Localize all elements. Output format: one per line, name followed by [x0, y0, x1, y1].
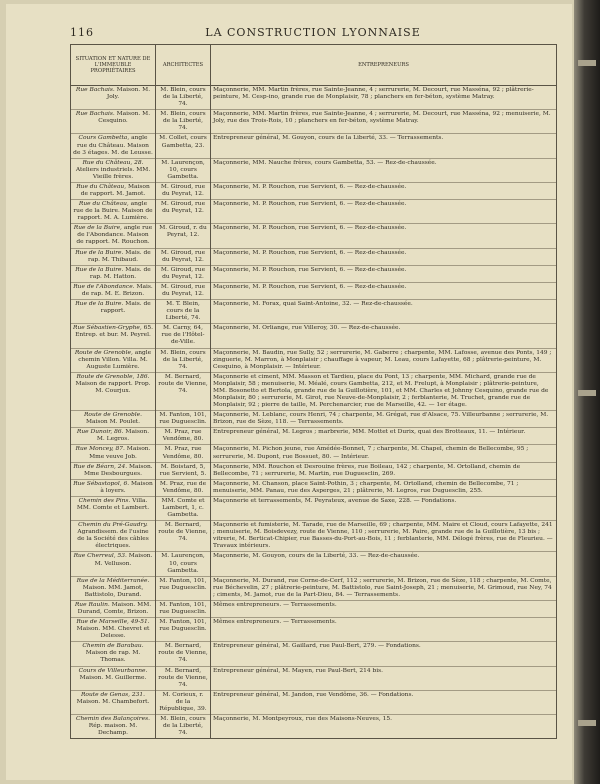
street-name: Route de Grenoble.	[84, 412, 142, 419]
table-row	[71, 618, 557, 642]
cell-architect: M. Laurençon, 10, cours Gambetta.	[156, 158, 211, 182]
table-row	[71, 265, 557, 282]
building-description: Maison. M. Guillerme.	[79, 674, 147, 681]
table-row	[71, 134, 557, 158]
street-name: Rue du Château,	[78, 201, 129, 208]
cell-situation	[71, 521, 156, 552]
cell-architect: M. Blein, cours de la Liberté, 74.	[156, 110, 211, 134]
column-header-entrepreneurs: ENTREPRENEURS	[211, 45, 557, 86]
street-name: Rue Raulin.	[74, 601, 110, 608]
building-description: Maison. M. Joly.	[106, 87, 151, 101]
building-description: angle chemin Villon. Villa. M. Auguste Lumière.	[78, 349, 152, 370]
street-name: Rue de la Méditerranée.	[76, 577, 150, 584]
construction-table	[70, 44, 557, 739]
cell-architect: M. Boistard, 5, rue Servient, 5.	[156, 462, 211, 479]
street-name: Route de Grenoble,	[74, 349, 133, 356]
cell-situation	[71, 600, 156, 617]
building-description: Maison. Mme Desbourgues.	[83, 463, 153, 477]
street-name: Rue du Château,	[76, 183, 127, 190]
cell-situation	[71, 552, 156, 576]
building-description: Rép. maison. M. Dechamp.	[88, 723, 138, 737]
table-row	[71, 428, 557, 445]
cell-entrepreneurs: Entrepreneur général, M. Gaillard, rue Paul-Bert, 279. — Fondations.	[211, 642, 557, 666]
cell-entrepreneurs: Maçonnerie, M. Montpeyroux, rue des Maisons-Neuves, 15.	[211, 715, 557, 739]
cell-situation	[71, 248, 156, 265]
cell-architect: M. Fanton, 101, rue Duguesclin.	[156, 600, 211, 617]
street-name: Rue de l'Abondance.	[73, 283, 135, 290]
cell-entrepreneurs: Maçonnerie, M. Forax, quai Saint-Antoine, 32. — Rez-de-chaussée.	[211, 300, 557, 324]
cell-architect: M. Praz, rue Vendôme, 80.	[156, 445, 211, 462]
cell-entrepreneurs: Maçonnerie, M. P. Rouchon, rue Servient, 6. — Rez-de-chaussée.	[211, 182, 557, 199]
cell-architect: M. Giroud, rue du Peyrat, 12.	[156, 200, 211, 224]
cell-situation	[71, 158, 156, 182]
table-row	[71, 158, 557, 182]
street-name: Chemin du Pré-Gaudry.	[78, 522, 148, 529]
binding-notch	[578, 390, 596, 396]
table-row	[71, 110, 557, 134]
building-description: angle rue de l'Abondance. Maison de rapport. M. Rouchon.	[76, 225, 153, 246]
binding-notch	[578, 60, 596, 66]
table-row	[71, 521, 557, 552]
table-row	[71, 372, 557, 410]
cell-situation	[71, 479, 156, 496]
cell-situation	[71, 372, 156, 410]
table-row	[71, 348, 557, 372]
cell-situation	[71, 428, 156, 445]
street-name: Rue Sébastopol, 6.	[73, 480, 130, 487]
building-description: Mais. de rapport.	[100, 301, 151, 315]
cell-entrepreneurs: Maçonnerie, M. P. Rouchon, rue Servient, 6. — Rez-de-chaussée.	[211, 248, 557, 265]
street-name: Rue de la Buire.	[75, 249, 124, 256]
cell-architect: M. Bernard, route de Vienne, 74.	[156, 521, 211, 552]
building-description: 65. Entrep. et bur. M. Peyrel.	[75, 325, 153, 339]
table-row	[71, 666, 557, 690]
page-header	[70, 26, 556, 42]
page-number: 116	[70, 26, 94, 39]
table-row	[71, 324, 557, 348]
building-description: Maison à loyers.	[100, 480, 153, 494]
column-header-architectes: ARCHITECTES	[156, 45, 211, 86]
building-description: angle rue de la Buire. Maison de rapport. M. A. Lumière.	[73, 201, 153, 222]
table-row	[71, 496, 557, 520]
street-name: Rue de Marseille, 49-51.	[76, 619, 150, 626]
cell-entrepreneurs: Entrepreneur général, M. Jandon, rue Vendôme, 36. — Fondations.	[211, 690, 557, 714]
cell-architect: M. Giroud, rue du Peyrat, 12.	[156, 282, 211, 299]
cell-architect: M. Fanton, 101, rue Duguesclin.	[156, 618, 211, 642]
cell-entrepreneurs: Maçonnerie et fumisterie, M. Tarade, rue de Marseille, 69 ; charpente, MM. Maire et Cloud, cours Lafayette, 241 ; menuiserie, M. Boisdevezy, route de Vienne, 110 ; serrurerie, M. Paire, grande rue de la Guillotière, 13 bis ; vitrerie, M. Berticat-Chipier, rue Basses-du-Port-au-Bois, 11 ; ferblanterie, MM. Délogé frères, rue de Fleurieu. — Travaux intérieurs.	[211, 521, 557, 552]
cell-entrepreneurs: Entrepreneur général, M. Gouyon, cours de la Liberté, 33. — Terrassements.	[211, 134, 557, 158]
cell-entrepreneurs: Entrepreneur général, M. Mayen, rue Paul-Bert, 214 bis.	[211, 666, 557, 690]
table-row	[71, 600, 557, 617]
cell-situation	[71, 348, 156, 372]
building-description: Maison de rapport. M. Jamot.	[80, 183, 150, 198]
street-name: Rue Moncey, 87.	[75, 446, 125, 453]
cell-entrepreneurs: Maçonnerie, M. Pichon jeune, rue Amédée-Bonnet, 7 ; charpente, M. Chapel, chemin de Bellecombe, 95 ; serrurerie, M. Dupont, rue Bossuet, 80. — Intérieur.	[211, 445, 557, 462]
street-name: Rue Bachais.	[75, 111, 115, 118]
street-name: Rue Cherreul, 53.	[73, 553, 127, 560]
table-row	[71, 479, 557, 496]
cell-situation	[71, 282, 156, 299]
cell-entrepreneurs: Maçonnerie, M. Baudin, rue Sully, 52 ; serrurerie, M. Gaberre ; charpente, MM. Lafosse, avenue des Ponts, 149 ; zinguerie, M. Marron, à Monplaisir ; chauffage à vapeur, M. Leau, cours Lafayette, 68 ; plâtrerie-peinture, M. Cesquino, à Monplaisir. — Intérieur.	[211, 348, 557, 372]
book-binding-edge	[574, 0, 600, 784]
building-description: Maison. MM. Chevret et Delesse.	[76, 626, 150, 640]
cell-entrepreneurs: Maçonnerie, MM. Martin frères, rue Sainte-Jeanne, 4 ; serrurerie, M. Decourt, rue Masséna, 92 ; menuiserie, M. Joly, rue des Trois-Rois, 10 ; planchers en fer-béton, système Matray.	[211, 110, 557, 134]
cell-situation	[71, 715, 156, 739]
cell-architect: M. Corieux, r. de la République, 39.	[156, 690, 211, 714]
cell-entrepreneurs: Maçonnerie, MM. Martin frères, rue Sainte-Jeanne, 4 ; serrurerie, M. Decourt, rue Masséna, 92 ; plâtrerie-peinture, M. Cesp-ino, grande rue de Monplaisir, 78 ; planchers en fer-béton, système Matray.	[211, 86, 557, 110]
cell-architect: M. Collet, cours Gambetta, 23.	[156, 134, 211, 158]
cell-situation	[71, 86, 156, 110]
cell-situation	[71, 265, 156, 282]
street-name: Cours Gambetta,	[78, 135, 130, 142]
cell-architect: M. Carny, 64, rue de l'Hôtel-de-Ville.	[156, 324, 211, 348]
building-description: Mais. de rap. M. Thibaud.	[88, 249, 151, 263]
cell-entrepreneurs: Mêmes entrepreneurs. — Terrassements.	[211, 600, 557, 617]
building-description: Maison. M. Cesquino.	[98, 111, 151, 125]
cell-situation	[71, 496, 156, 520]
cell-architect: M. Praz, rue de Vendôme, 80.	[156, 479, 211, 496]
building-description: Maison. M. Chambefort.	[76, 698, 150, 705]
cell-entrepreneurs: Maçonnerie, M. Durand, rue Corne-de-Cerf, 112 ; serrurerie, M. Brizon, rue de Sèze, 118 ; charpente, M. Comte, rue Béchevelin, 27 ; plâtrerie-peinture, M. Battistolo, rue Saint-Joseph, 21 ; menuiserie, M. Grimoud, rue Ney, 74 ; ciments, M. Jamot, rue de la Part-Dieu, 84. — Terrassements.	[211, 576, 557, 600]
cell-architect: M. Bernard, route de Vienne, 74.	[156, 642, 211, 666]
street-name: Cours de Villeurbanne.	[78, 667, 148, 674]
cell-architect: M. Fanton, 101, rue Duguesclin.	[156, 576, 211, 600]
table-header-row	[71, 45, 557, 86]
cell-situation	[71, 642, 156, 666]
cell-entrepreneurs: Maçonnerie, M. P. Rouchon, rue Servient, 6. — Rez-de-chaussée.	[211, 282, 557, 299]
cell-entrepreneurs: Maçonnerie, M. Orliange, rue Villeroy, 30. — Rez-de-chaussée.	[211, 324, 557, 348]
table-row	[71, 224, 557, 248]
table-row	[71, 86, 557, 110]
cell-architect: MM. Comte et Lambert, 1, c. Gambetta.	[156, 496, 211, 520]
table-row	[71, 248, 557, 265]
building-description: Maison. M. Velluson.	[94, 553, 153, 567]
building-description: Maison. MM. Durand, Comte, Brizon.	[77, 601, 152, 615]
street-name: Rue Bachais.	[75, 87, 115, 93]
cell-situation	[71, 462, 156, 479]
cell-situation	[71, 200, 156, 224]
table-row	[71, 576, 557, 600]
cell-entrepreneurs: Maçonnerie, M. Leblanc, cours Henri, 74 ; charpente, M. Grégat, rue d'Alsace, 75. Villeurbanne ; serrurerie, M. Brizon, rue de Sèze, 118. — Terrassements.	[211, 411, 557, 428]
table-body	[71, 86, 557, 739]
cell-architect: M. Praz, rue Vendôme, 80.	[156, 428, 211, 445]
street-name: Rue de la Buire.	[75, 266, 124, 273]
building-description: Maison de rap. M. Thomas.	[85, 650, 141, 664]
cell-situation	[71, 110, 156, 134]
cell-architect: M. Giroud, rue du Peyrat, 12.	[156, 182, 211, 199]
building-description: Villa. MM. Comte et Lambert.	[76, 497, 150, 511]
cell-entrepreneurs: Maçonnerie, M. P. Rouchon, rue Servient, 6. — Rez-de-chaussée.	[211, 200, 557, 224]
building-description: Agrandissem. de l'usine de la Société des câbles électriques.	[77, 529, 149, 550]
cell-architect: M. Giroud, rue du Peyrat, 12.	[156, 248, 211, 265]
table-row	[71, 200, 557, 224]
cell-situation	[71, 300, 156, 324]
building-description: Maison. MM. Jamot, Battistolo, Durand.	[82, 584, 144, 598]
cell-architect: M. Blein, cours de la Liberté, 74.	[156, 86, 211, 110]
building-description: angle rue du Château. Maison de 3 étages. M. de Leusse.	[73, 135, 153, 156]
table-row	[71, 462, 557, 479]
cell-situation	[71, 618, 156, 642]
street-name: Route de Genas, 231.	[80, 691, 145, 698]
cell-architect: M. Giroud, rue du Peyrat, 12.	[156, 265, 211, 282]
cell-situation	[71, 411, 156, 428]
cell-architect: M. Blein, cours de la Liberté, 74.	[156, 715, 211, 739]
street-name: Chemin des Balançoires.	[75, 716, 151, 723]
table-row	[71, 411, 557, 428]
table-row	[71, 300, 557, 324]
building-description: Maison. M. Legros.	[96, 429, 150, 443]
building-description: Maison M. Poulet.	[85, 419, 141, 426]
cell-situation	[71, 224, 156, 248]
building-description: Maison. Mme veuve Job.	[89, 446, 151, 460]
table-row	[71, 282, 557, 299]
cell-situation	[71, 445, 156, 462]
cell-architect: M. Bernard, route de Vienne, 74.	[156, 372, 211, 410]
cell-entrepreneurs: Mêmes entrepreneurs. — Terrassements.	[211, 618, 557, 642]
cell-situation	[71, 576, 156, 600]
cell-entrepreneurs: Maçonnerie, M. Chanson, place Saint-Pothin, 3 ; charpente, M. Ortolland, chemin de Bellecombe, 71 ; menuiserie, MM. Panau, rue des Asperges, 21 ; plâtrerie, M. Legros, rue Duguesclin, 255.	[211, 479, 557, 496]
cell-architect: M. Laurençon, 10, cours Gambetta.	[156, 552, 211, 576]
cell-situation	[71, 690, 156, 714]
cell-situation	[71, 666, 156, 690]
table-row	[71, 445, 557, 462]
cell-architect: M. Bernard, route de Vienne, 74.	[156, 666, 211, 690]
table-row	[71, 182, 557, 199]
building-description: Ateliers industriels. MM. Vieille frères.	[75, 166, 151, 180]
cell-situation	[71, 182, 156, 199]
cell-situation	[71, 134, 156, 158]
cell-entrepreneurs: Entrepreneur général, M. Legros ; marbrerie, MM. Mottet et Durix, quai des Brotteaux, 11. — Intérieur.	[211, 428, 557, 445]
table-row	[71, 642, 557, 666]
building-description: Maison de rapport. Prop. M. Courjux.	[75, 380, 151, 394]
cell-architect: M. Fanton, 101, rue Duguesclin.	[156, 411, 211, 428]
cell-situation	[71, 324, 156, 348]
cell-entrepreneurs: Maçonnerie, M. Gouyon, cours de la Liberté, 33. — Rez-de-chaussée.	[211, 552, 557, 576]
binding-notch	[578, 720, 596, 726]
cell-entrepreneurs: Maçonnerie, M. P. Rouchon, rue Servient, 6. — Rez-de-chaussée.	[211, 224, 557, 248]
cell-architect: M. T. Blein, cours de la Liberté, 74.	[156, 300, 211, 324]
street-name: Rue de la Buire,	[73, 225, 122, 232]
cell-entrepreneurs: Maçonnerie, M. P. Rouchon, rue Servient, 6. — Rez-de-chaussée.	[211, 265, 557, 282]
table-row	[71, 552, 557, 576]
cell-architect: M. Blein, cours de la Liberté, 74.	[156, 348, 211, 372]
cell-entrepreneurs: Maçonnerie, MM. Nauche frères, cours Gambetta, 53. — Rez-de-chaussée.	[211, 158, 557, 182]
street-name: Rue de Béarn, 24.	[73, 463, 128, 470]
street-name: Rue de la Buire.	[75, 301, 124, 308]
table-row	[71, 690, 557, 714]
street-name: Route de Grenoble, 186.	[76, 373, 150, 380]
table-row	[71, 715, 557, 739]
street-name: Chemin de Barabau.	[82, 643, 144, 650]
cell-entrepreneurs: Maçonnerie et terrassements, M. Peyrateux, avenue de Saxe, 228. — Fondations.	[211, 496, 557, 520]
column-header-situation: SITUATION ET NATURE DE L'IMMEUBLE PROPRIÉTAIRES	[71, 45, 156, 86]
street-name: Rue Sébastien-Gryphe,	[73, 325, 142, 332]
cell-architect: M. Giroud, r. du Peyrat, 12.	[156, 224, 211, 248]
cell-entrepreneurs: Maçonnerie, MM. Rouchon et Desrouine frères, rue Boileau, 142 ; charpente, M. Ortolland, chemin de Bellecombe, 71 ; serrurerie, M. Martin, rue Duguesclin, 269.	[211, 462, 557, 479]
journal-title: LA CONSTRUCTION LYONNAISE	[205, 26, 421, 39]
street-name: Rue du Château, 28.	[82, 159, 144, 166]
street-name: Rue Dunoir, 86.	[76, 429, 124, 436]
building-description: Mais. de rap. M. E. Brizon.	[81, 283, 153, 297]
street-name: Chemin des Pins.	[78, 497, 131, 504]
cell-entrepreneurs: Maçonnerie et ciment, MM. Masson et Tardieu, place du Pont, 13 ; charpente, MM. Michard, grande rue de Monplaisir, 58 ; menuiserie, M. Méalé, cours Gambetta, 212, et M. Frelupt, à Monplaisir ; plâtrerie-peinture, MM. Bosonetto et Bertola, grande rue de la Guillotière, 101, et MM. Charles et Johnny Cesquino, grande rue de Monplaisir, 80 ; serrurerie, M. Girot, rue Neuve-de-Monplaisir, 2 ; ferblanterie, M. Truchet, grande rue de Monplaisir, 92 ; pierre de taille, M. Perchenarcier, rue de Marseille, 42. — 1er étage.	[211, 372, 557, 410]
building-description: Mais. de rap. M. Hatton.	[89, 266, 151, 280]
